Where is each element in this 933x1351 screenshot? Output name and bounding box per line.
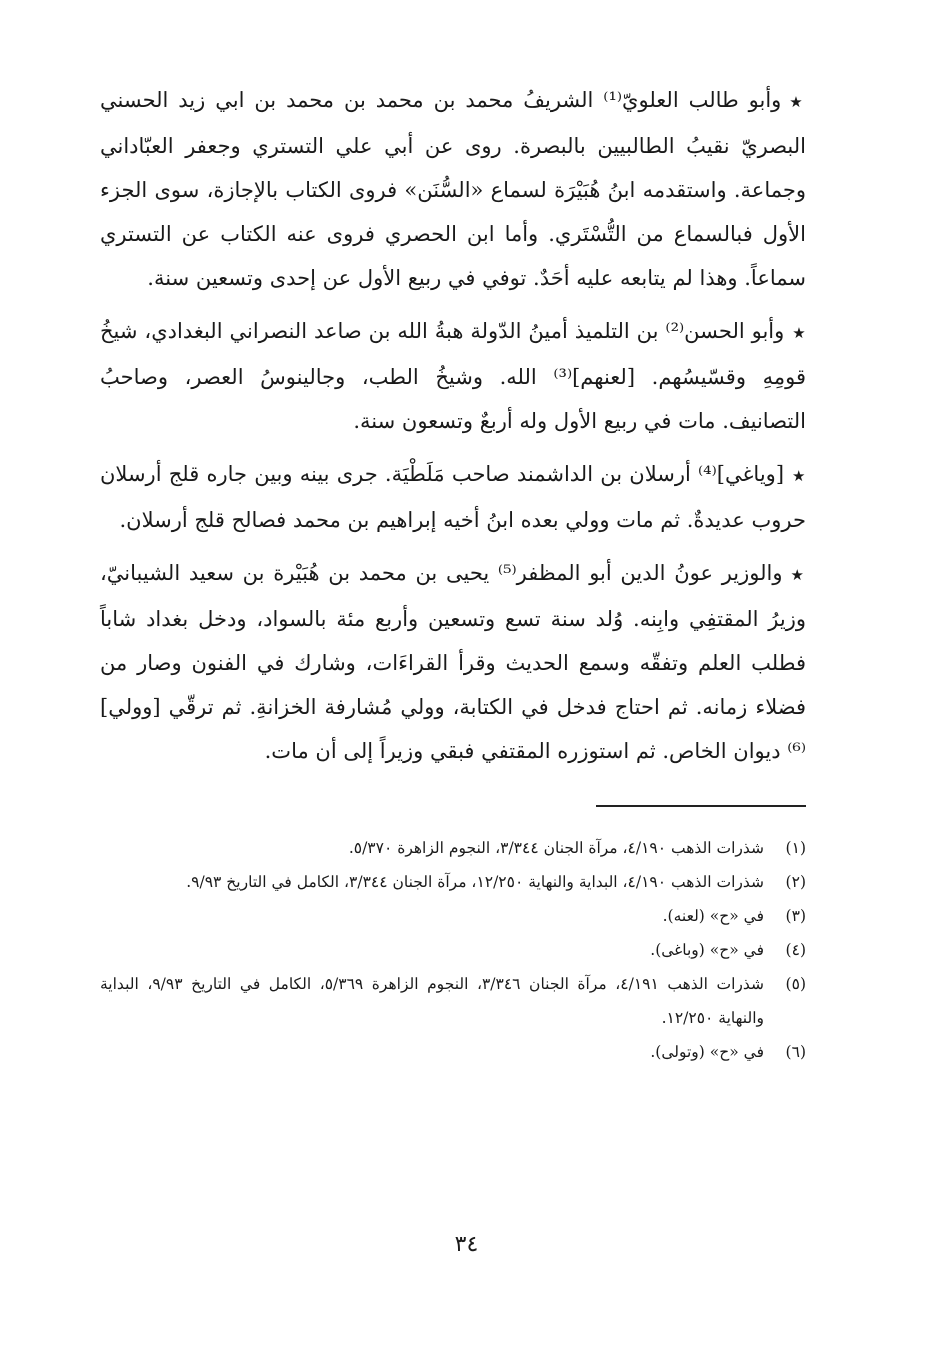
footnote-number: (٢)	[785, 873, 806, 891]
footnote-text: في «ح» (وتولى).	[650, 1043, 764, 1061]
entry-text: وأبو طالب العلويّ⁽¹⁾ الشريفُ محمد بن محمد بن محمد بن ابي زيد الحسني البصريّ نقيبُ الطالبيين بالبصرة. روى عن أبي علي التستري وجعفر العبّاداني وجماعة. واستقدمه ابنُ هُبَيْرَة لسماع «السُّنَن» فروى الكتاب بالإجازة، سوى الجزء الأول فبالسماع من التُّسْتَري. وأما ابن الحصري فروى عنه الكتاب عن التستري سماعاً. وهذا لم يتابعه عليه أحَدٌ. توفي في ربيع الأول عن إحدى وتسعين سنة.	[100, 88, 806, 290]
page-body	[100, 78, 806, 1069]
star-marker: ★	[792, 324, 806, 342]
footnote-text: في «ح» (لعنه).	[662, 907, 764, 925]
footnote-number: (٣)	[785, 907, 806, 925]
footnote-divider	[596, 805, 806, 807]
entry-abu-talib	[100, 78, 806, 300]
entry-yaghi-arslan	[100, 452, 806, 542]
footnote-text: شذرات الذهب ٤/١٩١، مرآة الجنان ٣/٣٤٦، النجوم الزاهرة ٥/٣٦٩، الكامل في التاريخ ٩/٩٣، البداية والنهاية ١٢/٢٥٠.	[100, 975, 764, 1027]
footnote-item	[100, 899, 806, 933]
star-marker: ★	[789, 93, 806, 111]
star-marker: ★	[792, 467, 806, 485]
entry-text: وأبو الحسن⁽²⁾ بن التلميذ أمينُ الدّولة هبةُ الله بن صاعد النصراني البغدادي، شيخُ قومِهِ وقسّيسُهم. [لعنهم]⁽³⁾ الله. وشيخُ الطب، وجالينوسُ العصر، وصاحبُ التصانيف. مات في ربيع الأول وله أربعٌ وتسعون سنة.	[100, 319, 806, 433]
star-marker: ★	[790, 566, 806, 584]
footnote-item	[100, 1035, 806, 1069]
entry-text: والوزير عونُ الدين أبو المظفر⁽⁵⁾ يحيى بن محمد بن هُبَيْرة بن سعيد الشيبانيّ، وزيرُ المقتفِي وابِنه. وُلد سنة تسع وتسعين وأربع مئة بالسواد، ودخل بغداد شاباً فطلب العلم وتفقّه وسمع الحديث وقرأ القراءَات، وشارك في الفنون وصار من فضلاء زمانه. ثم احتاج فدخل في الكتابة، وولي مُشارفة الخزانةِ. ثم ترقّي [وولي]⁽⁶⁾ ديوان الخاص. ثم استوزره المقتفي فبقي وزيراً إلى أن مات.	[100, 561, 806, 763]
entry-vizier-awn-al-din	[100, 551, 806, 773]
entry-text: [وياغي]⁽⁴⁾ أرسلان بن الداشمند صاحب مَلَطْيَة. جرى بينه وبين جاره قلج أرسلان حروب عديدةٌ. ثم مات وولي بعده ابنُ أخيه إبراهيم بن محمد فصالح قلج أرسلان.	[100, 462, 806, 532]
entry-abu-al-hasan	[100, 309, 806, 443]
page-number: ٣٤	[454, 1232, 479, 1257]
footnote-text: في «ح» (وباغى).	[650, 941, 764, 959]
footnote-number: (١)	[785, 839, 806, 857]
footnote-number: (٥)	[785, 975, 806, 993]
footnote-number: (٦)	[785, 1043, 806, 1061]
footnote-item	[100, 865, 806, 899]
footnote-text: شذرات الذهب ٤/١٩٠، مرآة الجنان ٣/٣٤٤، النجوم الزاهرة ٥/٣٧٠.	[348, 839, 764, 857]
footnote-item	[100, 967, 806, 1035]
footnote-item	[100, 831, 806, 865]
footnote-number: (٤)	[785, 941, 806, 959]
footnote-text: شذرات الذهب ٤/١٩٠، البداية والنهاية ١٢/٢٥٠، مرآة الجنان ٣/٣٤٤، الكامل في التاريخ ٩/٩٣.	[186, 873, 764, 891]
footnote-item	[100, 933, 806, 967]
footnotes	[100, 831, 806, 1069]
